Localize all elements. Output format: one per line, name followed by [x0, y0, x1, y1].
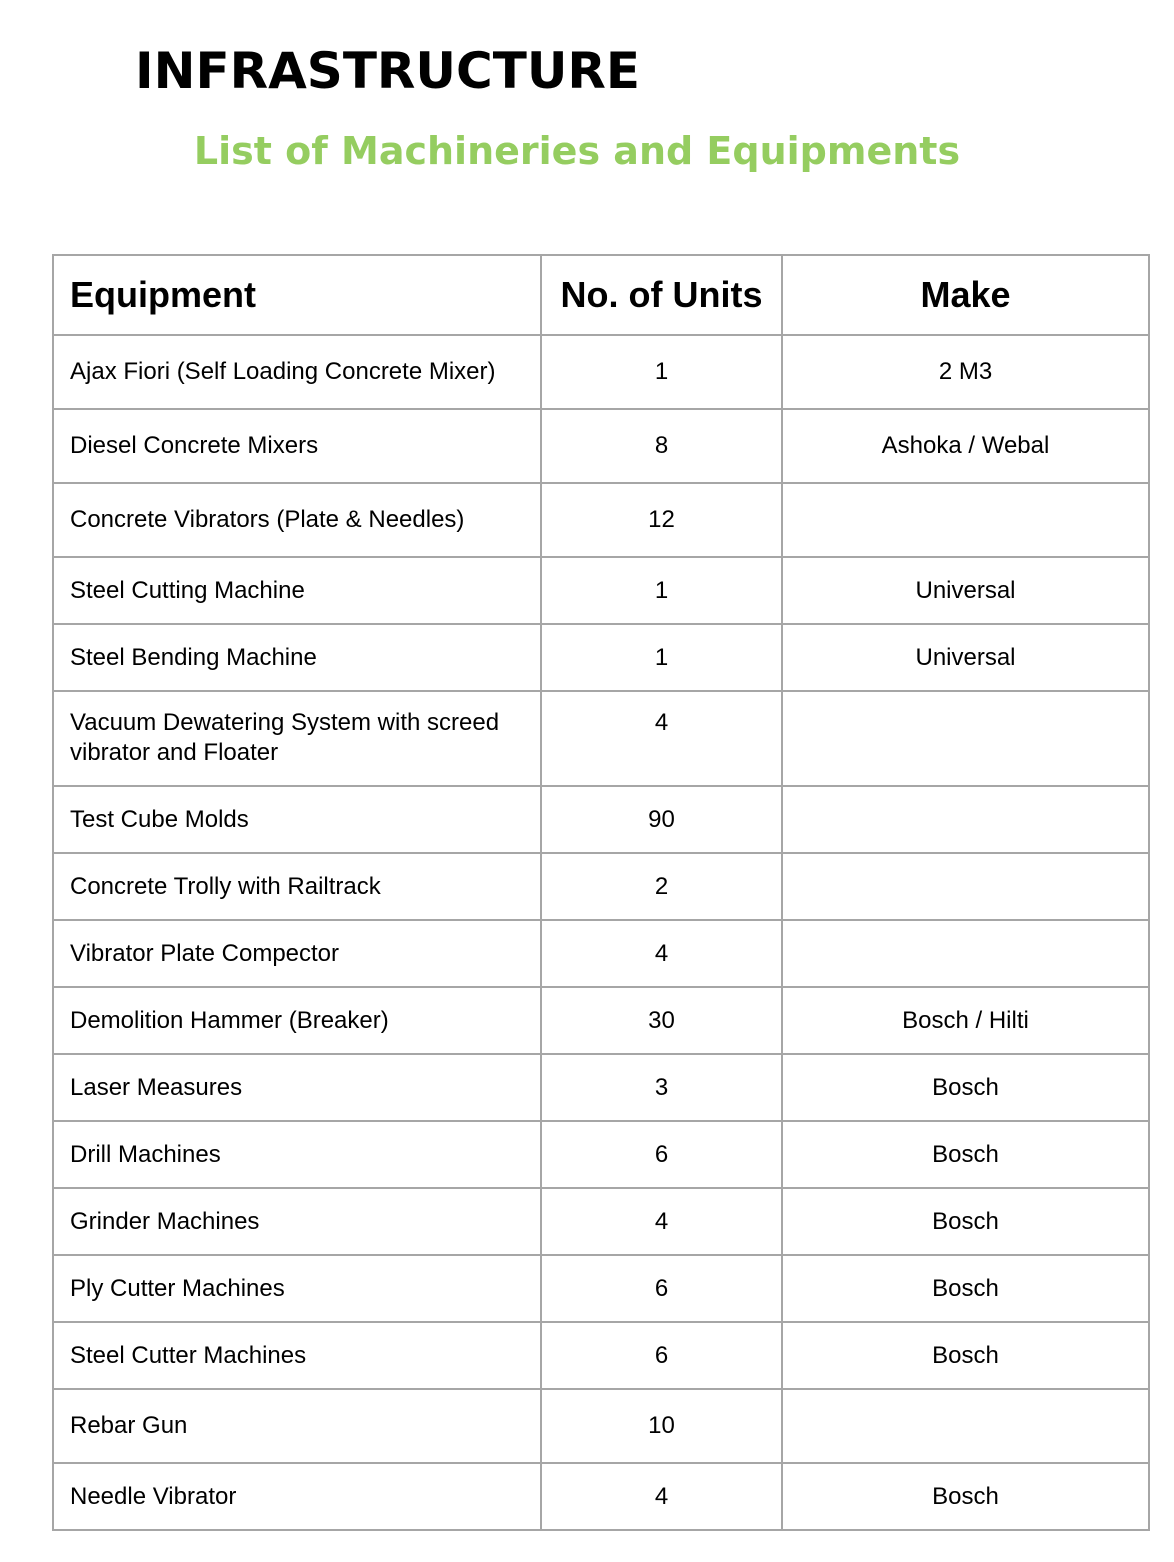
page-subtitle: List of Machineries and Equipments: [193, 129, 961, 173]
table-row: [53, 1054, 1149, 1121]
table-row: [53, 1463, 1149, 1530]
table-row: [53, 624, 1149, 691]
cell-units: 3: [541, 1054, 782, 1121]
cell-equipment: Laser Measures: [53, 1054, 541, 1121]
cell-equipment: Vibrator Plate Compector: [53, 920, 541, 987]
equipment-table: [52, 254, 1150, 1531]
cell-make: Bosch: [782, 1121, 1149, 1188]
table-row: [53, 853, 1149, 920]
cell-equipment: Vacuum Dewatering System with screed vibrator and Floater: [53, 691, 541, 786]
table-row: [53, 409, 1149, 483]
table-row: [53, 1322, 1149, 1389]
cell-units: 6: [541, 1121, 782, 1188]
page-title: INFRASTRUCTURE: [135, 42, 641, 100]
table-row: [53, 786, 1149, 853]
cell-make: Bosch: [782, 1322, 1149, 1389]
cell-units: 1: [541, 557, 782, 624]
cell-make: Bosch: [782, 1188, 1149, 1255]
cell-units: 2: [541, 853, 782, 920]
cell-units: 6: [541, 1322, 782, 1389]
cell-equipment: Needle Vibrator: [53, 1463, 541, 1530]
table-row: [53, 1121, 1149, 1188]
table-row: [53, 1389, 1149, 1463]
cell-make: [782, 483, 1149, 557]
table-row: [53, 691, 1149, 786]
cell-equipment: Rebar Gun: [53, 1389, 541, 1463]
cell-make: Ashoka / Webal: [782, 409, 1149, 483]
cell-equipment: Test Cube Molds: [53, 786, 541, 853]
cell-make: [782, 1389, 1149, 1463]
cell-make: 2 M3: [782, 335, 1149, 409]
cell-units: 4: [541, 1463, 782, 1530]
cell-units: 90: [541, 786, 782, 853]
table-header-row: [53, 255, 1149, 335]
cell-units: 8: [541, 409, 782, 483]
cell-make: Bosch / Hilti: [782, 987, 1149, 1054]
table-row: [53, 557, 1149, 624]
cell-units: 10: [541, 1389, 782, 1463]
cell-units: 4: [541, 920, 782, 987]
cell-units: 1: [541, 624, 782, 691]
cell-equipment: Ply Cutter Machines: [53, 1255, 541, 1322]
header-equipment: Equipment: [53, 255, 541, 335]
cell-make: [782, 691, 1149, 786]
cell-equipment: Steel Cutting Machine: [53, 557, 541, 624]
cell-equipment: Demolition Hammer (Breaker): [53, 987, 541, 1054]
cell-equipment: Drill Machines: [53, 1121, 541, 1188]
cell-equipment: Diesel Concrete Mixers: [53, 409, 541, 483]
cell-make: Bosch: [782, 1054, 1149, 1121]
cell-equipment: Steel Cutter Machines: [53, 1322, 541, 1389]
cell-make: Bosch: [782, 1463, 1149, 1530]
header-make: Make: [782, 255, 1149, 335]
cell-make: Universal: [782, 624, 1149, 691]
cell-equipment: Steel Bending Machine: [53, 624, 541, 691]
cell-units: 12: [541, 483, 782, 557]
cell-make: [782, 853, 1149, 920]
table-row: [53, 1188, 1149, 1255]
table-row: [53, 483, 1149, 557]
cell-make: Universal: [782, 557, 1149, 624]
cell-equipment: Grinder Machines: [53, 1188, 541, 1255]
table-row: [53, 1255, 1149, 1322]
cell-units: 6: [541, 1255, 782, 1322]
cell-units: 4: [541, 1188, 782, 1255]
cell-make: Bosch: [782, 1255, 1149, 1322]
cell-equipment: Concrete Trolly with Railtrack: [53, 853, 541, 920]
cell-equipment: Ajax Fiori (Self Loading Concrete Mixer): [53, 335, 541, 409]
cell-units: 1: [541, 335, 782, 409]
table-row: [53, 335, 1149, 409]
cell-units: 4: [541, 691, 782, 786]
cell-units: 30: [541, 987, 782, 1054]
table-row: [53, 920, 1149, 987]
cell-make: [782, 786, 1149, 853]
cell-make: [782, 920, 1149, 987]
cell-equipment: Concrete Vibrators (Plate & Needles): [53, 483, 541, 557]
table-row: [53, 987, 1149, 1054]
header-units: No. of Units: [541, 255, 782, 335]
